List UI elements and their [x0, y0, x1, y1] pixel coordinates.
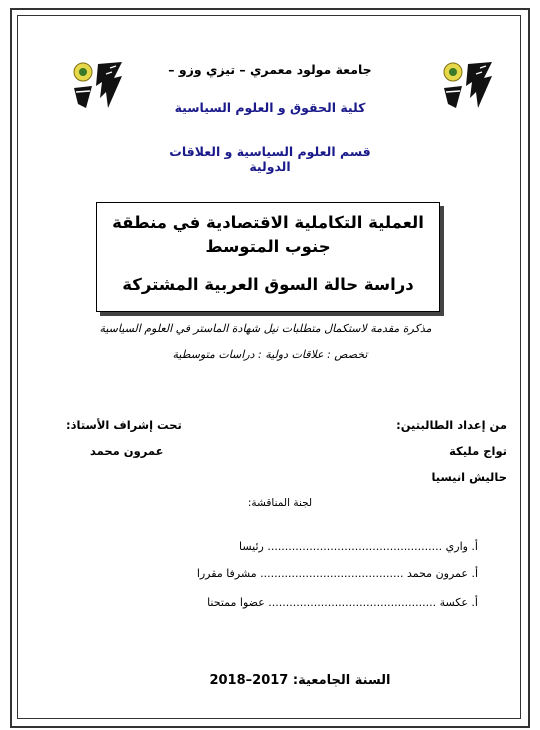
university-logo-icon: [440, 58, 498, 114]
specialty: تخصص : علاقات دولية : دراسات متوسطية: [172, 348, 368, 361]
department-name: قسم العلوم السياسية و العلاقات الدولية: [169, 144, 371, 174]
memo-description: مذكرة مقدمة لاستكمال متطلبات نيل شهادة الماستر في العلوم السياسية: [99, 322, 432, 335]
jury-member: أ. عمرون محمد ......................................... مشرفا مقررا: [196, 567, 478, 580]
page-border-inner: [17, 15, 521, 719]
committee-label: لجنة المناقشة:: [247, 497, 313, 509]
title-box: [96, 202, 440, 312]
jury-member: أ. واري .................................................. رئيسا: [238, 540, 478, 553]
thesis-subtitle: دراسة حالة السوق العربية المشتركة: [122, 275, 414, 294]
supervisor-label: تحت إشراف الأستاذ:: [66, 418, 182, 432]
university-logo-icon: [70, 58, 128, 114]
prepared-by-label: من إعداد الطالبتين:: [396, 418, 507, 432]
thesis-title: العملية التكاملية الاقتصادية في منطقة جنوب المتوسط: [112, 213, 424, 256]
student-name: حاليش انيسيا: [431, 470, 507, 484]
jury-member: أ. عكسة ................................................ عضوا ممتحنا: [207, 596, 478, 609]
supervisor-name: عمرون محمد: [90, 444, 164, 458]
student-name: تواج مليكة: [449, 444, 507, 458]
faculty-name: كلية الحقوق و العلوم السياسية: [174, 100, 366, 115]
university-name: جامعة مولود معمري – تيزي وزو –: [168, 62, 372, 77]
academic-year: السنة الجامعية: 2017–2018: [209, 673, 391, 688]
